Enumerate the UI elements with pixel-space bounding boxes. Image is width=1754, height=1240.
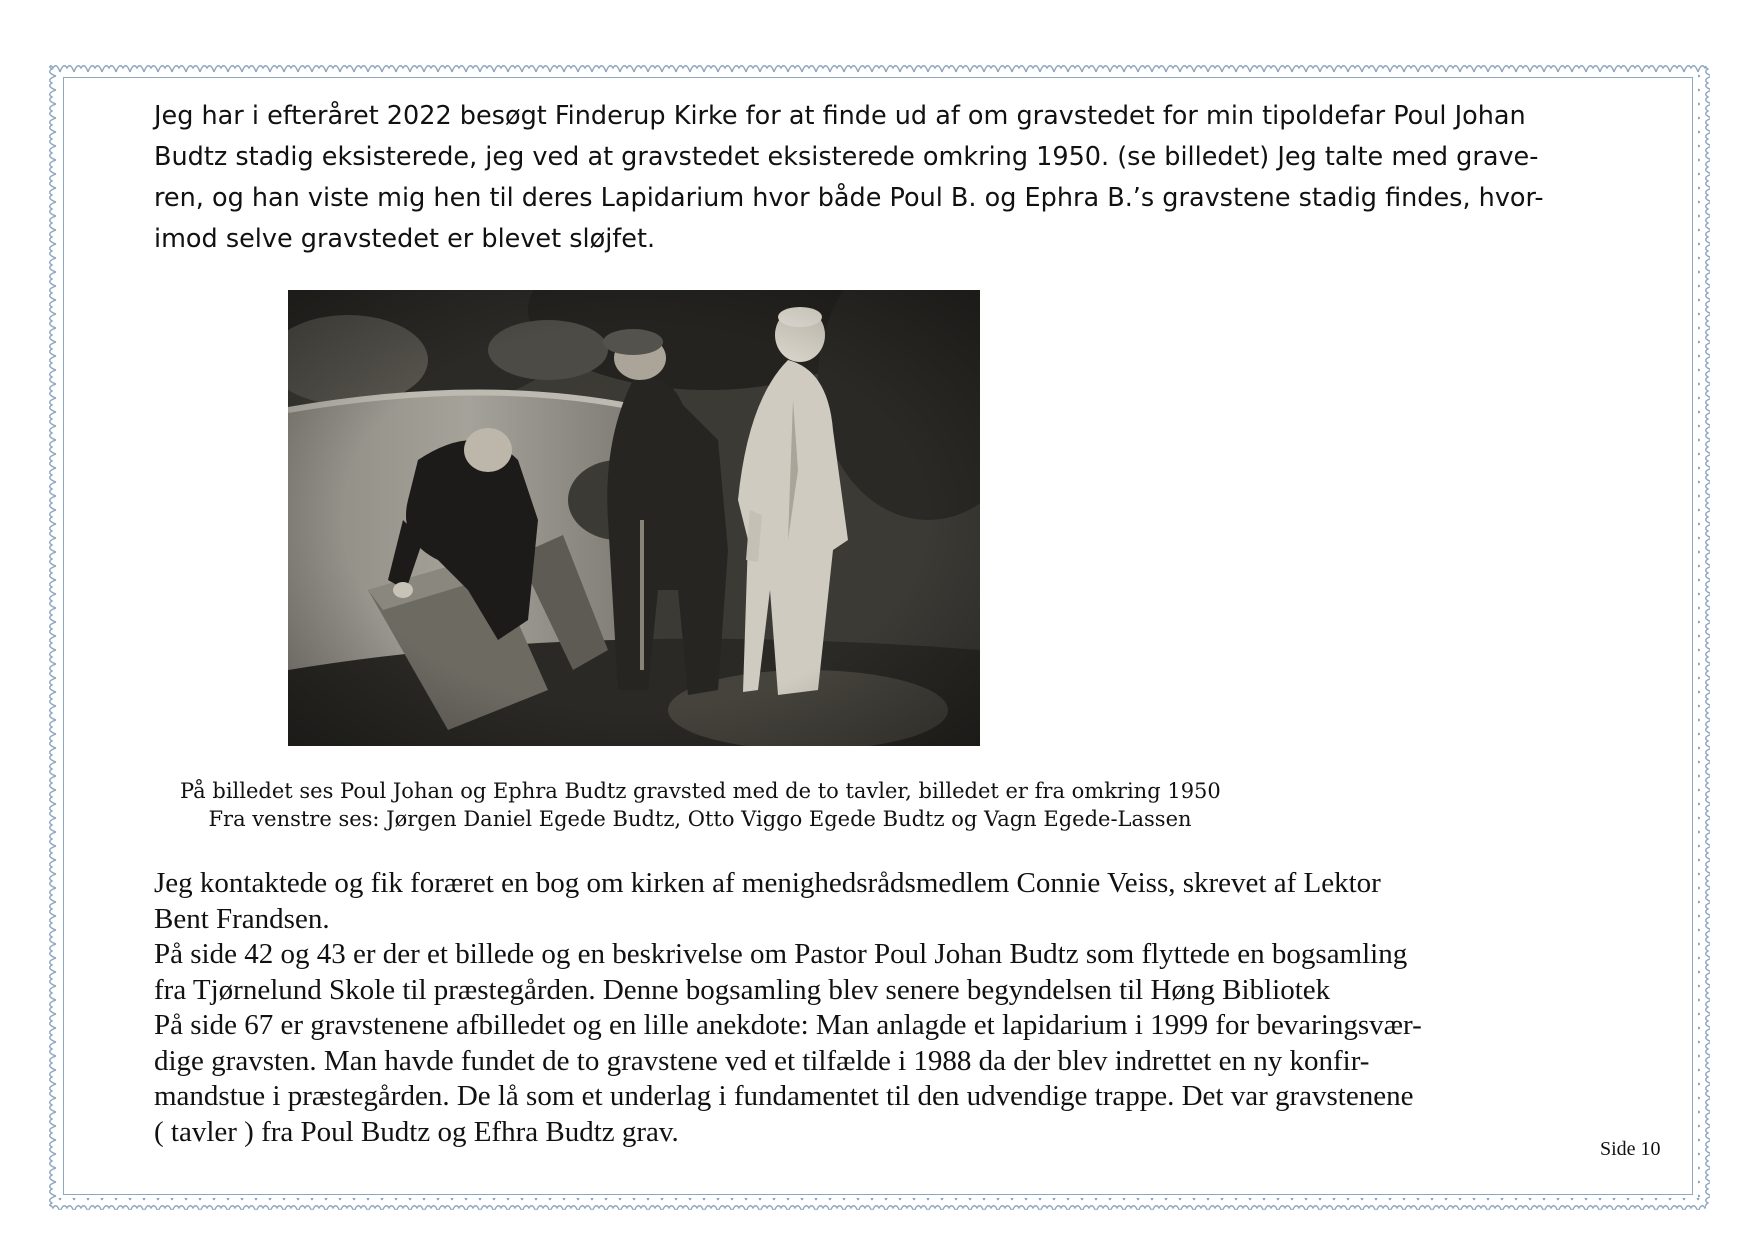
body-line: På side 67 er gravstenene afbilledet og en lille anekdote: Man anlagde et lapidarium i 1999 for bevaringsvær- [154,1009,1422,1041]
body-line: mandstue i præstegården. De lå som et underlag i fundamentet til den udvendige trappe. Det var gravstenene [154,1080,1414,1112]
intro-line: imod selve gravstedet er blevet sløjfet. [154,224,656,254]
grave-photograph [288,290,980,746]
body-line: dige gravsten. Man havde fundet de to gravstene ved et tilfælde i 1988 da der blev indrettet en ny konfir- [154,1044,1370,1077]
page-number: Side 10 [1600,1138,1661,1160]
body-line: Jeg kontaktede og fik foræret en bog om kirken af menighedsrådsmedlem Connie Veiss, skrevet af Lektor [154,867,1381,899]
intro-line: ren, og han viste mig hen til deres Lapidarium hvor både Poul B. og Ephra B.’s gravstene stadig findes, hvor- [154,183,1544,213]
body-line: ( tavler ) fra Poul Budtz og Efhra Budtz grav. [154,1115,679,1148]
caption-line: På billedet ses Poul Johan og Ephra Budtz gravsted med de to tavler, billedet er fra omkring 1950 [180,779,1221,803]
photo-caption [180,777,1220,833]
intro-line: Budtz stadig eksisterede, jeg ved at gravstedet eksisterede omkring 1950. (se billedet) Jeg talte med grave- [154,142,1539,172]
intro-line: Jeg har i efteråret 2022 besøgt Finderup Kirke for at finde ud af om gravstedet for min tipoldefar Poul Johan [154,101,1526,131]
intro-paragraph [154,96,1614,260]
body-line: På side 42 og 43 er der et billede og en beskrivelse om Pastor Poul Johan Budtz som flyttede en bogsamling [154,938,1408,970]
body-line: Bent Frandsen. [154,902,330,935]
body-paragraph [154,866,1634,1150]
body-line: fra Tjørnelund Skole til præstegården. Denne bogsamling blev senere begyndelsen til Høng Bibliotek [154,973,1331,1006]
caption-line: Fra venstre ses: Jørgen Daniel Egede Budtz, Otto Viggo Egede Budtz og Vagn Egede-Lassen [208,807,1192,831]
